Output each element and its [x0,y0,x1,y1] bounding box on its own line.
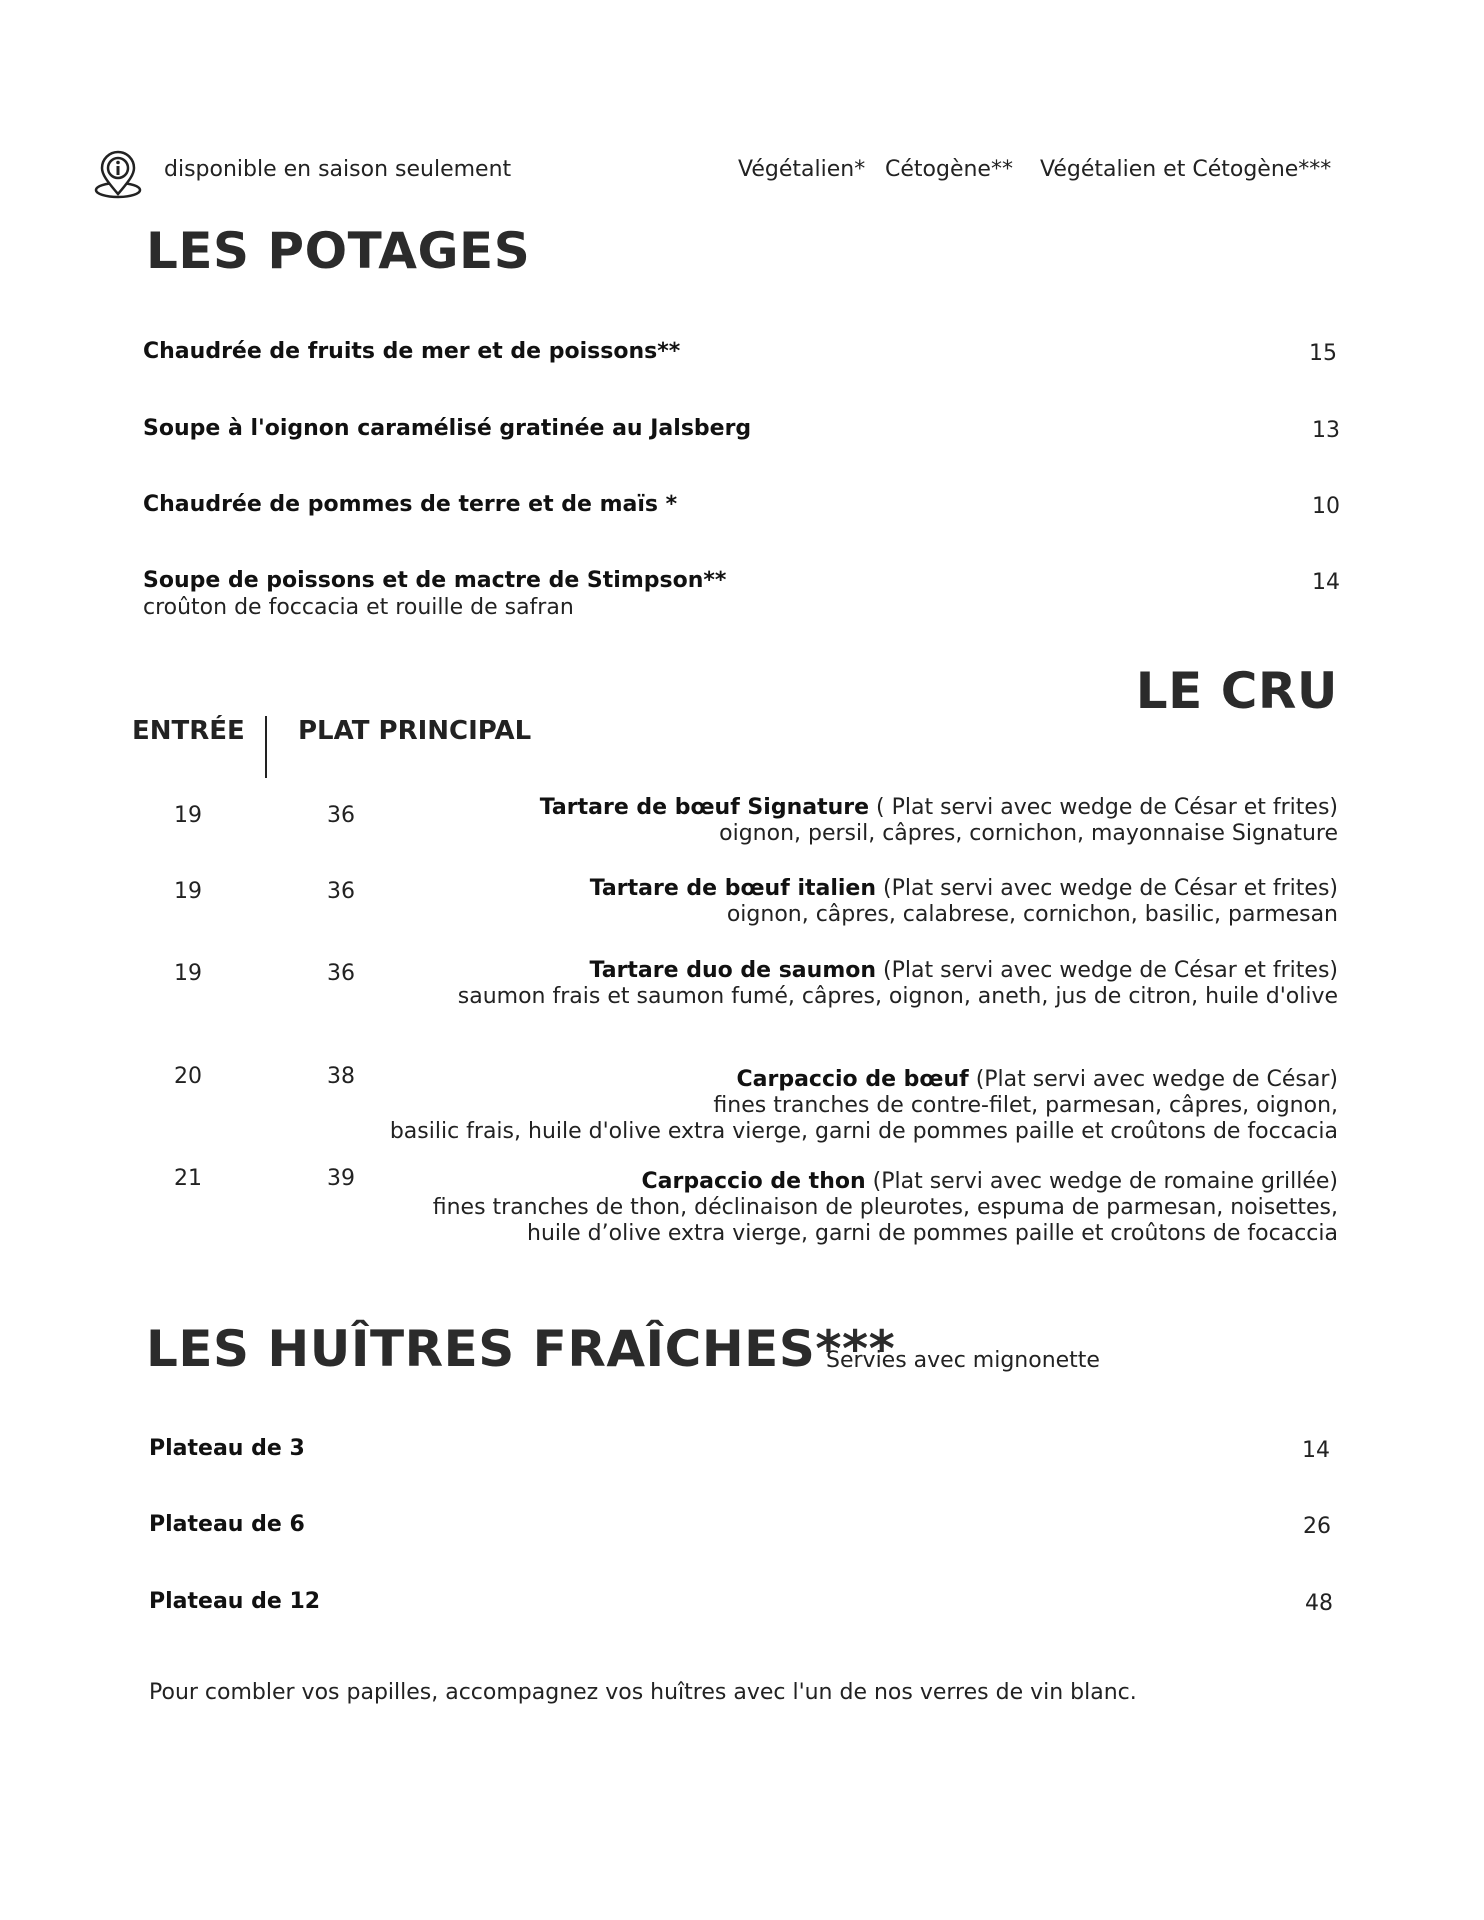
col-header-entree: ENTRÉE [132,716,245,746]
entree-price: 19 [174,879,202,904]
plateau-name: Plateau de 12 [149,1589,321,1614]
plateau-price: 26 [1303,1514,1331,1539]
vegan-legend: Végétalien* [738,157,866,182]
seasonal-legend: disponible en saison seulement [164,157,512,182]
potage-item-price: 14 [1312,570,1340,595]
huitres-footer-note: Pour combler vos papilles, accompagnez vos huîtres avec l'un de nos verres de vin blanc. [149,1680,1137,1705]
huitres-subtitle: Servies avec mignonette [826,1348,1100,1373]
cru-item-name: Tartare de bœuf Signature [539,795,870,820]
plat-price: 39 [327,1166,355,1191]
cru-item-desc: huile d’olive extra vierge, garni de pommes paille et croûtons de focaccia [527,1221,1338,1246]
plat-price: 36 [327,803,355,828]
cru-item-name: Carpaccio de thon [641,1169,866,1194]
seasonal-icon [92,148,144,200]
cru-item [590,876,1338,928]
plateau-name: Plateau de 3 [149,1436,305,1461]
entree-price: 19 [174,803,202,828]
cru-title: LE CRU [1135,662,1338,720]
cru-item-name: Tartare duo de saumon [589,958,877,983]
vegan-keto-legend: Végétalien et Cétogène*** [1040,157,1332,182]
entree-price: 19 [174,961,202,986]
cru-item-name: Tartare de bœuf italien [589,876,877,901]
cru-item [458,958,1338,1010]
potage-item-name: Soupe de poissons et de mactre de Stimpson** [143,568,727,593]
cru-item-note: ( Plat servi avec wedge de César et frites) [869,795,1338,820]
plateau-price: 14 [1302,1438,1330,1463]
potage-item-name: Soupe à l'oignon caramélisé gratinée au Jalsberg [143,416,752,441]
cru-item-desc: saumon frais et saumon fumé, câpres, oignon, aneth, jus de citron, huile d'olive [457,984,1338,1009]
cru-item-desc: oignon, câpres, calabrese, cornichon, basilic, parmesan [726,902,1338,927]
potage-item-price: 10 [1312,494,1340,519]
entree-price: 21 [174,1166,202,1191]
potages-title: LES POTAGES [146,222,531,280]
plateau-price: 48 [1305,1591,1333,1616]
plat-price: 36 [327,879,355,904]
cru-item [390,1067,1338,1145]
cru-item-desc: oignon, persil, câpres, cornichon, mayonnaise Signature [719,821,1338,846]
cru-item-note: (Plat servi avec wedge de César et frites) [876,876,1338,901]
huitres-title: LES HUÎTRES FRAÎCHES*** [146,1320,896,1378]
cru-item-desc: basilic frais, huile d'olive extra vierge, garni de pommes paille et croûtons de foccacia [389,1119,1338,1144]
plateau-name: Plateau de 6 [149,1512,305,1537]
cru-item [433,1169,1338,1247]
cru-item-desc: fines tranches de thon, déclinaison de pleurotes, espuma de parmesan, noisettes, [432,1195,1338,1220]
plat-price: 38 [327,1064,355,1089]
potage-item-price: 13 [1312,418,1340,443]
potage-item-price: 15 [1309,341,1337,366]
potage-item-desc: croûton de foccacia et rouille de safran [143,595,574,620]
plat-price: 36 [327,961,355,986]
col-header-plat: PLAT PRINCIPAL [298,716,532,746]
keto-legend: Cétogène** [885,157,1013,182]
potage-item-name: Chaudrée de pommes de terre et de maïs * [143,492,678,517]
entree-price: 20 [174,1064,202,1089]
cru-item-desc: fines tranches de contre-filet, parmesan, câpres, oignon, [713,1093,1338,1118]
column-divider [265,716,267,778]
cru-item-note: (Plat servi avec wedge de César) [968,1067,1338,1092]
cru-item-note: (Plat servi avec wedge de romaine grillée) [865,1169,1338,1194]
cru-item-note: (Plat servi avec wedge de César et frites) [876,958,1338,983]
cru-item [540,795,1338,847]
potage-item-name: Chaudrée de fruits de mer et de poissons** [143,339,681,364]
cru-item-name: Carpaccio de bœuf [736,1067,969,1092]
